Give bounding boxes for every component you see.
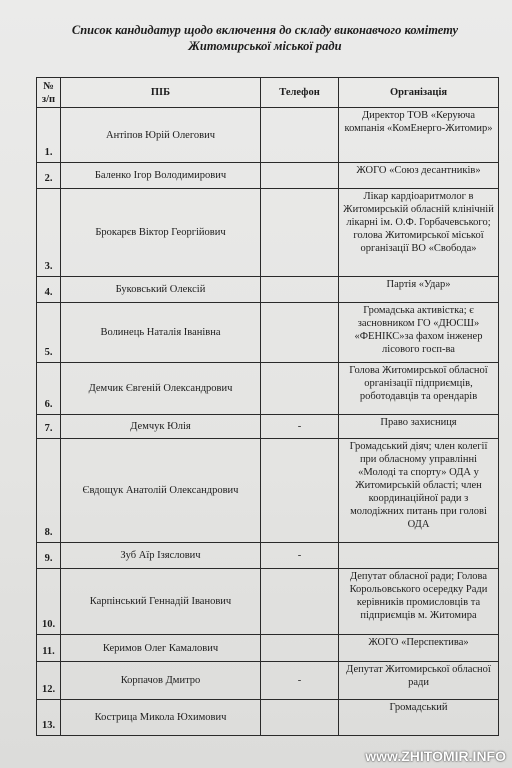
row-org: Громадський: [339, 700, 499, 736]
row-name: Євдощук Анатолій Олександрович: [61, 439, 261, 543]
row-phone: [261, 277, 339, 303]
row-phone: [261, 569, 339, 635]
row-num: 3.: [37, 189, 61, 277]
table-row: [37, 635, 499, 662]
row-org: Право захисниця: [339, 415, 499, 439]
row-phone: [261, 163, 339, 189]
row-num: 1.: [37, 108, 61, 163]
row-name: Антіпов Юрій Олегович: [61, 108, 261, 163]
header-num: № з/п: [37, 78, 61, 108]
row-name: Буковський Олексій: [61, 277, 261, 303]
row-name: Корпачов Дмитро: [61, 662, 261, 700]
row-org: Лікар кардіоаритмолог в Житомирській обласній клінічній лікарні ім. О.Ф. Горбачевського; голова Житомирської міської організації ВО «Свобода»: [339, 189, 499, 277]
row-phone: [261, 363, 339, 415]
title-line-1: Список кандидатур щодо включення до складу виконавчого комітету: [71, 23, 459, 37]
row-org: Громадський діяч; член колегії при обласному управлінні «Молоді та спорту» ОДА у Житомирській області; член координаційної ради з молодіжних питань при голові ОДА: [339, 439, 499, 543]
table-row: [37, 543, 499, 569]
row-org: Голова Житомирської обласної організації підприємців, роботодавців та орендарів: [339, 363, 499, 415]
row-name: Волинець Наталія Іванівна: [61, 303, 261, 363]
row-phone: -: [261, 543, 339, 569]
row-phone: -: [261, 415, 339, 439]
row-org: Депутат обласної ради; Голова Корольовського осередку Ради керівників промисловців та підприємців м. Житомира: [339, 569, 499, 635]
row-name: Керимов Олег Камалович: [61, 635, 261, 662]
table-body: [37, 108, 499, 736]
row-org: Громадська активістка; є засновником ГО «ДЮСШ» «ФЕНІКС»за фахом інженер лісового госп-ва: [339, 303, 499, 363]
header-org: Організація: [339, 78, 499, 108]
row-num: 12.: [37, 662, 61, 700]
site-watermark: www.ZHITOMIR.INFO: [365, 748, 506, 764]
row-name: Демчик Євгеній Олександрович: [61, 363, 261, 415]
table-row: [37, 363, 499, 415]
row-org: ЖОГО «Союз десантників»: [339, 163, 499, 189]
row-org: Партія «Удар»: [339, 277, 499, 303]
row-num: 13.: [37, 700, 61, 736]
row-name: Кострица Микола Юхимович: [61, 700, 261, 736]
row-num: 10.: [37, 569, 61, 635]
table-row: [37, 439, 499, 543]
table-row: [37, 700, 499, 736]
row-name: Зуб Аїр Ізяслович: [61, 543, 261, 569]
table-row: [37, 163, 499, 189]
row-org: Депутат Житомирської обласної ради: [339, 662, 499, 700]
title-line-2: Житомирської міської ради: [188, 39, 342, 53]
row-phone: [261, 439, 339, 543]
header-name: ПІБ: [61, 78, 261, 108]
candidates-table: [36, 77, 499, 736]
table-row: [37, 277, 499, 303]
table-row: [37, 189, 499, 277]
row-phone: [261, 303, 339, 363]
row-name: Баленко Ігор Володимирович: [61, 163, 261, 189]
table-row: [37, 415, 499, 439]
table-row: [37, 569, 499, 635]
table-header-row: [37, 78, 499, 108]
document-title: [40, 22, 490, 54]
row-num: 11.: [37, 635, 61, 662]
row-phone: -: [261, 662, 339, 700]
row-phone: [261, 108, 339, 163]
header-phone: Телефон: [261, 78, 339, 108]
row-name: Демчук Юлія: [61, 415, 261, 439]
row-org: ЖОГО «Перспектива»: [339, 635, 499, 662]
table-row: [37, 108, 499, 163]
row-phone: [261, 700, 339, 736]
row-name: Карпінський Геннадій Іванович: [61, 569, 261, 635]
row-num: 4.: [37, 277, 61, 303]
row-phone: [261, 635, 339, 662]
row-num: 6.: [37, 363, 61, 415]
table-row: [37, 662, 499, 700]
row-org: [339, 543, 499, 569]
row-num: 8.: [37, 439, 61, 543]
table-row: [37, 303, 499, 363]
row-num: 2.: [37, 163, 61, 189]
row-num: 5.: [37, 303, 61, 363]
row-name: Брокарєв Віктор Георгійович: [61, 189, 261, 277]
row-num: 9.: [37, 543, 61, 569]
row-num: 7.: [37, 415, 61, 439]
row-phone: [261, 189, 339, 277]
row-org: Директор ТОВ «Керуюча компанія «КомЕнерго-Житомир»: [339, 108, 499, 163]
